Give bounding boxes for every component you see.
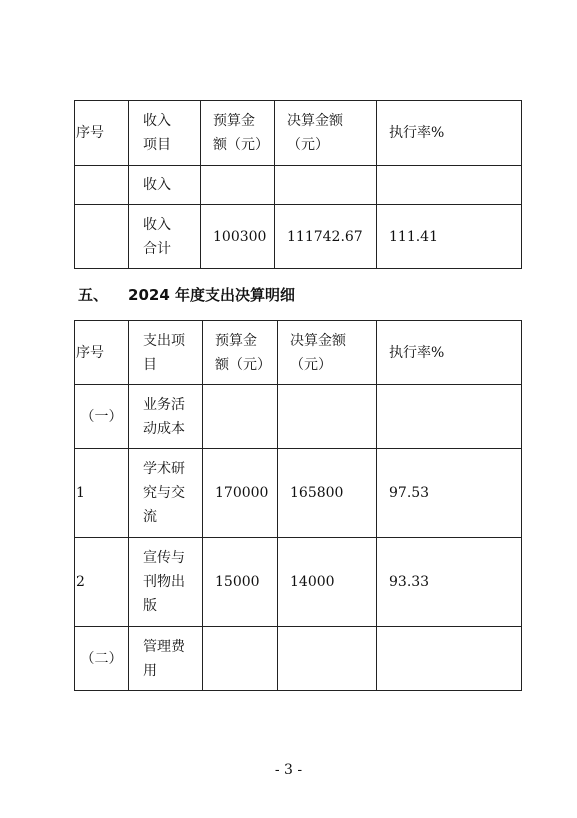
section-title: 2024 年度支出决算明细	[128, 286, 295, 304]
header-actual: 决算金额 （元）	[278, 321, 377, 385]
header-budget: 预算金 额（元）	[201, 101, 275, 166]
cell-rate	[377, 166, 522, 205]
cell-actual	[278, 385, 377, 449]
cell-budget: 170000	[203, 449, 278, 538]
header-seq: 序号	[75, 321, 129, 385]
cell-item: 业务活 动成本	[129, 385, 203, 449]
cell-seq	[75, 166, 129, 205]
cell-seq: （一）	[75, 385, 129, 449]
header-item: 支出项 目	[129, 321, 203, 385]
cell-budget: 15000	[203, 538, 278, 627]
table-row	[75, 205, 522, 269]
cell-actual: 165800	[278, 449, 377, 538]
cell-seq: （二）	[75, 627, 129, 691]
cell-actual: 111742.67	[275, 205, 377, 269]
cell-rate: 111.41	[377, 205, 522, 269]
cell-seq: 2	[75, 538, 129, 627]
cell-rate	[377, 627, 522, 691]
cell-item: 管理费 用	[129, 627, 203, 691]
cell-actual	[275, 166, 377, 205]
cell-budget	[201, 166, 275, 205]
cell-rate: 97.53	[377, 449, 522, 538]
expense-header-row	[75, 321, 522, 385]
cell-seq: 1	[75, 449, 129, 538]
table-row	[75, 166, 522, 205]
header-rate: 执行率%	[377, 321, 522, 385]
cell-item: 收入 合计	[129, 205, 201, 269]
cell-item: 学术研 究与交 流	[129, 449, 203, 538]
income-header-row	[75, 101, 522, 166]
header-seq: 序号	[75, 101, 129, 166]
cell-actual: 14000	[278, 538, 377, 627]
cell-budget: 100300	[201, 205, 275, 269]
cell-budget	[203, 627, 278, 691]
cell-budget	[203, 385, 278, 449]
table-row	[75, 449, 522, 538]
cell-rate: 93.33	[377, 538, 522, 627]
income-table	[74, 100, 522, 269]
table-row	[75, 627, 522, 691]
table-row	[75, 538, 522, 627]
table-row	[75, 385, 522, 449]
cell-actual	[278, 627, 377, 691]
cell-item: 宣传与 刊物出 版	[129, 538, 203, 627]
section-heading	[78, 284, 295, 305]
header-actual: 决算金额 （元）	[275, 101, 377, 166]
section-number: 五、	[78, 286, 109, 304]
header-budget: 预算金 额（元）	[203, 321, 278, 385]
expense-table	[74, 320, 522, 691]
header-item: 收入 项目	[129, 101, 201, 166]
cell-rate	[377, 385, 522, 449]
cell-seq	[75, 205, 129, 269]
header-rate: 执行率%	[377, 101, 522, 166]
page-number: - 3 -	[274, 762, 303, 778]
cell-item: 收入	[129, 166, 201, 205]
